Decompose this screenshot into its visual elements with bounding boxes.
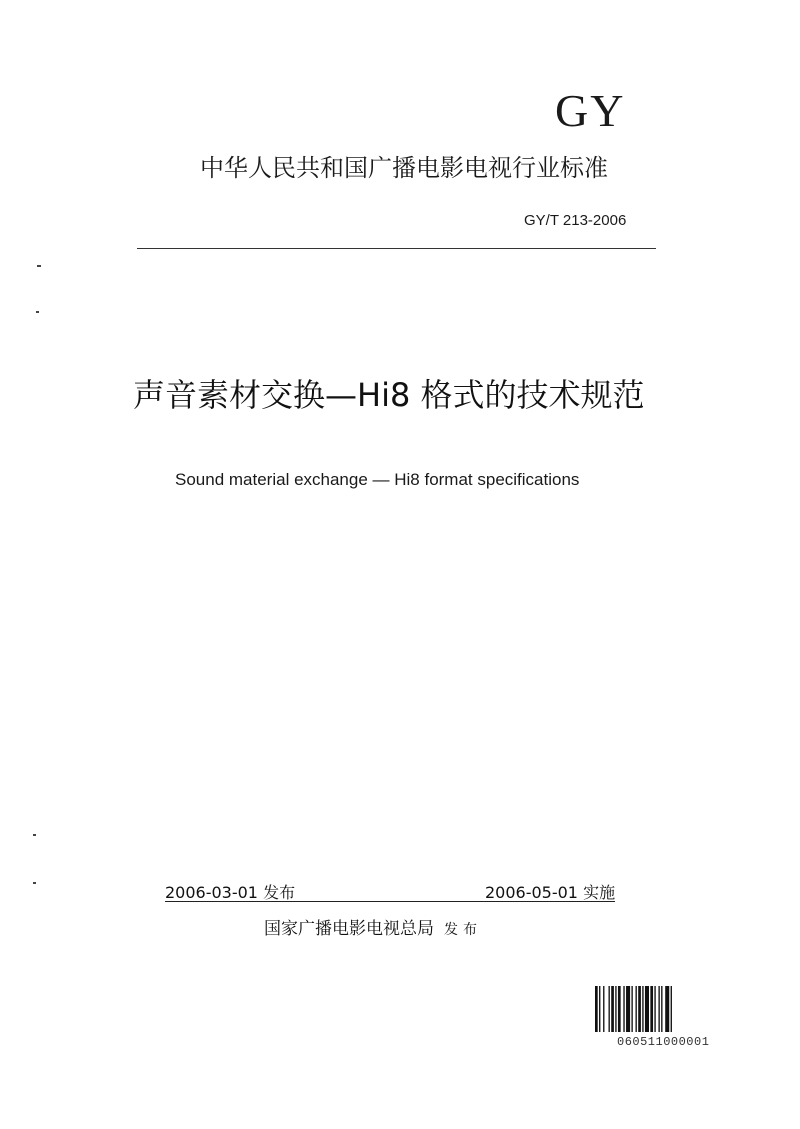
publisher: [264, 914, 482, 939]
dates-underline: [165, 901, 615, 902]
document-title-cn: 声音素材交换—Hi8 格式的技术规范: [133, 376, 645, 414]
scan-speck: [37, 265, 41, 267]
scan-speck: [33, 882, 36, 884]
publisher-suffix: 发布: [444, 922, 482, 938]
issue-date: 2006-03-01 发布: [165, 883, 296, 902]
issuer-title: 中华人民共和国广播电影电视行业标准: [200, 154, 608, 182]
scan-speck: [36, 311, 39, 313]
barcode-number: 060511000001: [617, 1035, 710, 1049]
barcode-icon: [595, 986, 735, 1032]
document-title-en: Sound material exchange — Hi8 format specifications: [175, 470, 580, 489]
standard-number: GY/T 213-2006: [524, 212, 627, 229]
implementation-date: 2006-05-01 实施: [485, 883, 616, 902]
header-divider: [137, 248, 656, 249]
publisher-name: 国家广播电影电视总局: [264, 919, 434, 939]
scan-speck: [33, 834, 36, 836]
gy-code-mark: GY: [555, 85, 626, 136]
